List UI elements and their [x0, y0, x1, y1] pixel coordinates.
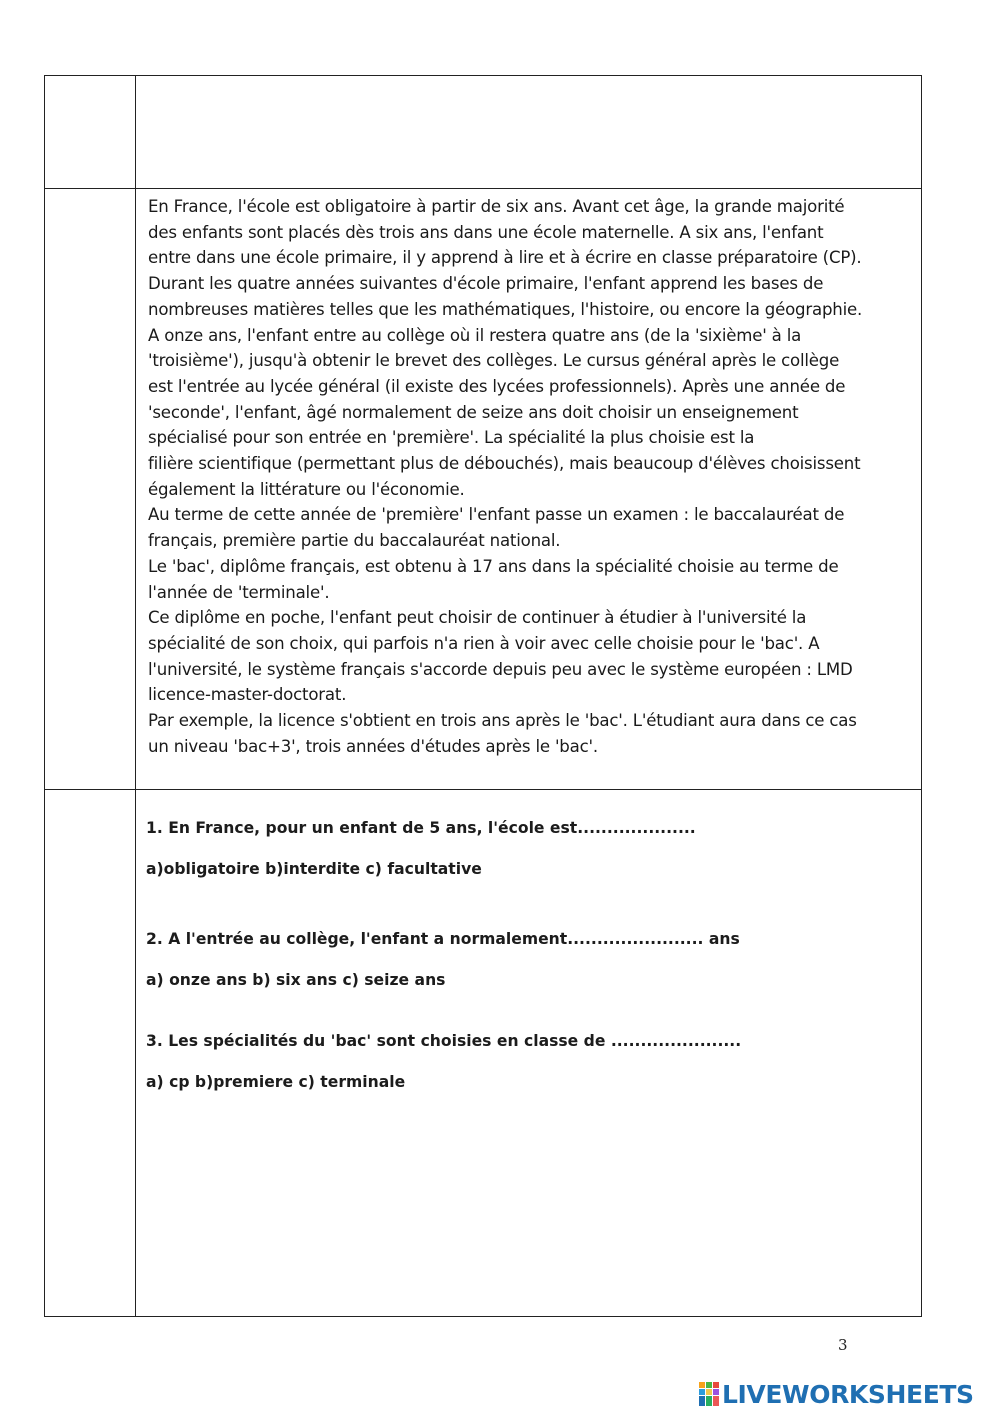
question-1-text: 1. En France, pour un enfant de 5 ans, l'école est.................... — [146, 819, 696, 837]
table-row-questions — [45, 790, 921, 1317]
reading-line: filière scientifique (permettant plus de débouchés), mais beaucoup d'élèves choisissent — [148, 454, 861, 474]
reading-line: En France, l'école est obligatoire à partir de six ans. Avant cet âge, la grande majorité — [148, 197, 845, 216]
reading-line: des enfants sont placés dès trois ans dans une école maternelle. A six ans, l'enfant — [148, 222, 824, 242]
reading-line: Par exemple, la licence s'obtient en trois ans après le 'bac'. L'étudiant aura dans ce cas — [148, 711, 857, 731]
reading-line: spécialité de son choix, qui parfois n'a rien à voir avec celle choisie pour le 'bac'. A — [148, 633, 820, 653]
reading-line: un niveau 'bac+3', trois années d'études après le 'bac'. — [148, 736, 598, 756]
question-2-options[interactable]: a) onze ans b) six ans c) seize ans — [146, 971, 446, 989]
liveworksheets-logo-icon — [698, 1380, 720, 1408]
row-number-cell — [45, 790, 136, 1317]
reading-line: français, première partie du baccalauréat national. — [148, 531, 561, 551]
table-row-reading — [45, 189, 921, 790]
questions-cell — [136, 790, 921, 1317]
reading-line: également la littérature ou l'économie. — [148, 479, 465, 499]
question-2-text: 2. A l'entrée au collège, l'enfant a normalement....................... ans — [146, 930, 740, 948]
reading-line: entre dans une école primaire, il y apprend à lire et à écrire en classe préparatoire (CP). — [148, 248, 862, 268]
question-1-options[interactable]: a)obligatoire b)interdite c) facultative — [146, 860, 482, 878]
row-number-cell — [45, 189, 136, 789]
row-number-cell — [45, 76, 136, 188]
reading-line: 'troisième'), jusqu'à obtenir le brevet des collèges. Le cursus général après le collège — [148, 351, 840, 371]
brand-logo — [698, 1378, 974, 1410]
question-3-text: 3. Les spécialités du 'bac' sont choisies en classe de ...................... — [146, 1032, 742, 1050]
reading-line: nombreuses matières telles que les mathématiques, l'histoire, ou encore la géographie. — [148, 299, 863, 319]
reading-line: 'seconde', l'enfant, âgé normalement de seize ans doit choisir un enseignement — [148, 402, 799, 422]
reading-cell — [136, 189, 921, 789]
reading-line: spécialisé pour son entrée en 'première'. La spécialité la plus choisie est la — [148, 428, 755, 448]
brand-name: LIVEWORKSHEETS — [722, 1379, 974, 1409]
reading-line: Au terme de cette année de 'première' l'enfant passe un examen : le baccalauréat de — [148, 505, 845, 525]
reading-line: est l'entrée au lycée général (il existe des lycées professionnels). Après une année de — [148, 376, 846, 396]
reading-line: Durant les quatre années suivantes d'école primaire, l'enfant apprend les bases de — [148, 274, 824, 294]
reading-line: Ce diplôme en poche, l'enfant peut choisir de continuer à étudier à l'université la — [148, 608, 807, 628]
reading-line: Le 'bac', diplôme français, est obtenu à 17 ans dans la spécialité choisie au terme de — [148, 556, 839, 576]
reading-line: A onze ans, l'enfant entre au collège où il restera quatre ans (de la 'sixième' à la — [148, 325, 802, 345]
reading-passage — [148, 194, 909, 759]
page-number: 3 — [838, 1336, 848, 1354]
reading-line: licence-master-doctorat. — [148, 685, 347, 705]
question-3-options[interactable]: a) cp b)premiere c) terminale — [146, 1073, 406, 1091]
empty-content-cell — [136, 76, 921, 188]
worksheet-table — [44, 75, 922, 1317]
reading-line: l'université, le système français s'accorde depuis peu avec le système européen : LMD — [148, 659, 853, 679]
table-row-empty — [45, 76, 921, 189]
reading-line: l'année de 'terminale'. — [148, 582, 330, 602]
